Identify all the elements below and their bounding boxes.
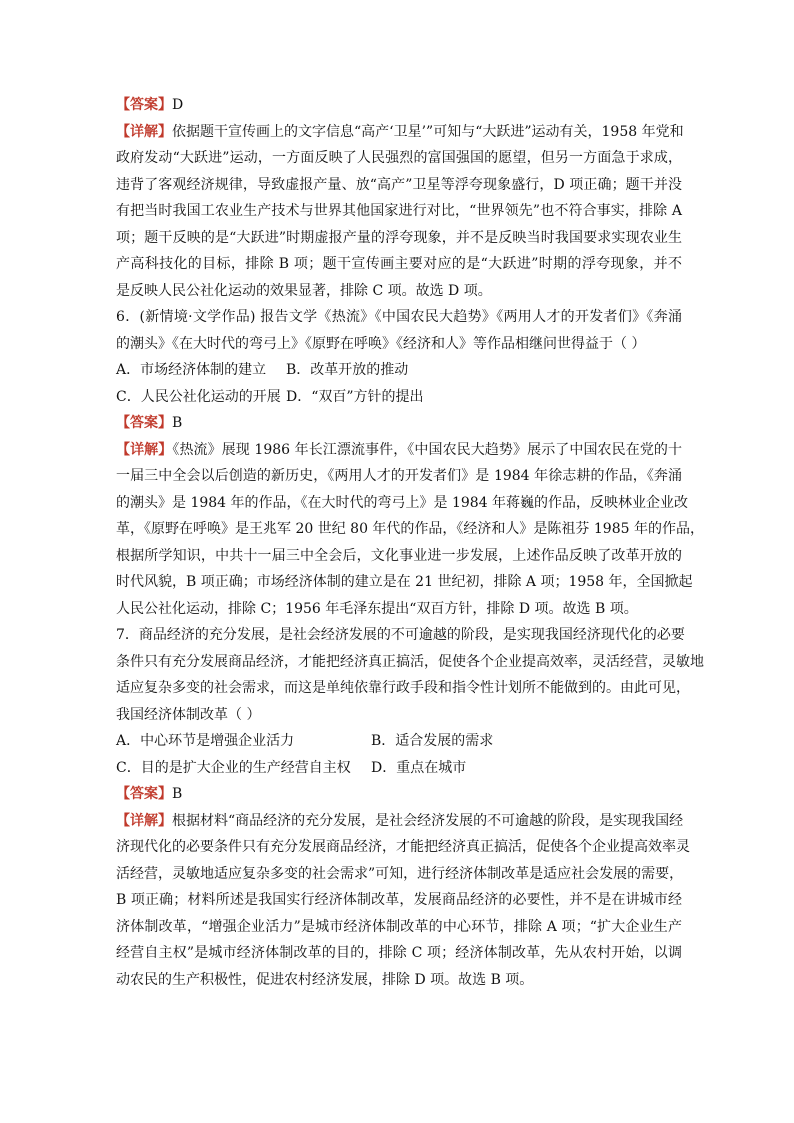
- q5-explain-line: 违背了客观经济规律，导致虚报产量、放“高产”卫星等浮夸现象盛行，D 项正确；题干并没: [116, 176, 682, 193]
- q6-explain-line: 人民公社化运动，排除 C；1956 年毛泽东提出“双百方针，排除 D 项。故选 B 项。: [116, 600, 638, 617]
- q6-stem-line: 的潮头》《在大时代的弯弓上》《原野在呼唤》《经济和人》等作品相继问世得益于（ ）: [116, 335, 646, 352]
- q6-explain-line: 时代风貌，B 项正确；市场经济体制的建立是在 21 世纪初，排除 A 项；1958 年，全国掀起: [116, 574, 693, 590]
- q7-answer-line: [116, 781, 682, 808]
- q5-explain-line: 产高科技化的目标，排除 B 项；题干宣传画主要对应的是“大跃进”时期的浮夸现象，并不: [116, 256, 682, 272]
- q7-option-c[interactable]: C．目的是扩大企业的生产经营自主权: [116, 759, 351, 776]
- q7-stem-line: 我国经济体制改革（ ）: [116, 706, 261, 723]
- q6-stem-line: 6．(新情境·文学作品) 报告文学《热流》《中国农民大趋势》《两用人才的开发者们》《奔涌: [116, 309, 682, 325]
- q5-explain-line: 项；题干反映的是“大跃进”时期虚报产量的浮夸现象，并不是反映当时我国要求实现农业生: [116, 229, 682, 246]
- q7-option-b[interactable]: B．适合发展的需求: [371, 733, 494, 749]
- q5-explain-line: 【详解】依据题干宣传画上的文字信息“高产‘卫星’”可知与“大跃进”运动有关，1958 年党和: [116, 123, 684, 140]
- q7-stem-line: 适应复杂多变的社会需求，而这是单纯依靠行政手段和指令性计划所不能做到的。由此可见，: [116, 680, 690, 696]
- q5-explain-line: 是反映人民公社化运动的效果显著，排除 C 项。故选 D 项。: [116, 282, 492, 299]
- answer-label: 【答案】: [116, 97, 172, 113]
- q7-explain-line: 经营自主权”是城市经济体制改革的目的，排除 C 项；经济体制改革，先从农村开始，以调: [116, 945, 682, 961]
- q7-explain-line: 济现代化的必要条件只有充分发展商品经济，才能把经济真正搞活，促使各个企业提高效率灵: [116, 839, 690, 855]
- q6-option-a[interactable]: A．市场经济体制的建立: [116, 362, 267, 378]
- q6-explain-line: 的潮头》是 1984 年的作品，《在大时代的弯弓上》是 1984 年蒋巍的作品，反映林业企业改: [116, 494, 689, 511]
- q5-explain-line: 有把当时我国工农业生产技术与世界其他国家进行对比，“世界领先”也不符合事实，排除 A: [116, 203, 682, 219]
- q7-options-row: [116, 728, 682, 755]
- q6-answer: B: [172, 415, 183, 431]
- q7-explain-line: 济体制改革，“增强企业活力”是城市经济体制改革的中心环节，排除 A 项；“扩大企业生产: [116, 918, 682, 935]
- q7-stem-line: 7．商品经济的充分发展，是社会经济发展的不可逾越的阶段，是实现我国经济现代化的必要: [116, 627, 685, 643]
- q7-explain-line: 【详解】根据材料“商品经济的充分发展，是社会经济发展的不可逾越的阶段，是实现我国经: [116, 812, 684, 829]
- answer-label: 【答案】: [116, 786, 172, 802]
- q6-option-c[interactable]: C．人民公社化运动的开展: [116, 388, 281, 405]
- q6-explain-line: 根据所学知识，中共十一届三中全会后，文化事业进一步发展，上述作品反映了改革开放的: [116, 547, 682, 564]
- q7-explain-line: 活经营，灵敏地适应复杂多变的社会需求”可知，进行经济体制改革是适应社会发展的需要，: [116, 865, 684, 882]
- explain-label: 【详解】: [116, 123, 172, 140]
- q7-options-row: [116, 755, 682, 782]
- explain-label: 【详解】: [116, 812, 172, 829]
- q6-option-d[interactable]: D．“双百”方针的提出: [286, 388, 424, 405]
- q6-explain-line: 革，《原野在呼唤》是王兆军 20 世纪 80 年代的作品，《经济和人》是陈祖芬 1985 年的作品，: [116, 521, 704, 537]
- q6-options-row: [116, 357, 682, 384]
- q6-explain-line: 【详解】《热流》展现 1986 年长江漂流事件，《中国农民大趋势》展示了中国农民在党的十: [116, 441, 682, 458]
- explain-label: 【详解】: [116, 441, 173, 458]
- q5-answer-line: [116, 92, 682, 119]
- q5-explain-line: 政府发动“大跃进”运动，一方面反映了人民强烈的富国强国的愿望，但另一方面急于求成，: [116, 150, 682, 166]
- q7-stem-line: 条件只有充分发展商品经济，才能把经济真正搞活，促使各个企业提高效率，灵活经营，灵敏地: [116, 653, 704, 670]
- q7-option-a[interactable]: A．中心环节是增强企业活力: [116, 733, 295, 749]
- q6-explain-line: 一届三中全会以后创造的新历史，《两用人才的开发者们》是 1984 年徐志耕的作品，《奔涌: [116, 468, 682, 484]
- answer-label: 【答案】: [116, 415, 172, 431]
- q6-answer-line: [116, 410, 682, 437]
- q6-options-row: [116, 384, 682, 411]
- q5-answer: D: [172, 97, 184, 113]
- q7-explain-line: 动农民的生产积极性，促进农村经济发展，排除 D 项。故选 B 项。: [116, 971, 534, 988]
- q7-explain-line: B 项正确；材料所述是我国实行经济体制改革，发展商品经济的必要性，并不是在讲城市经: [116, 892, 682, 908]
- q7-answer: B: [172, 786, 183, 802]
- q6-option-b[interactable]: B．改革开放的推动: [286, 362, 409, 378]
- document-page: [116, 92, 704, 993]
- q7-option-d[interactable]: D．重点在城市: [371, 759, 467, 776]
